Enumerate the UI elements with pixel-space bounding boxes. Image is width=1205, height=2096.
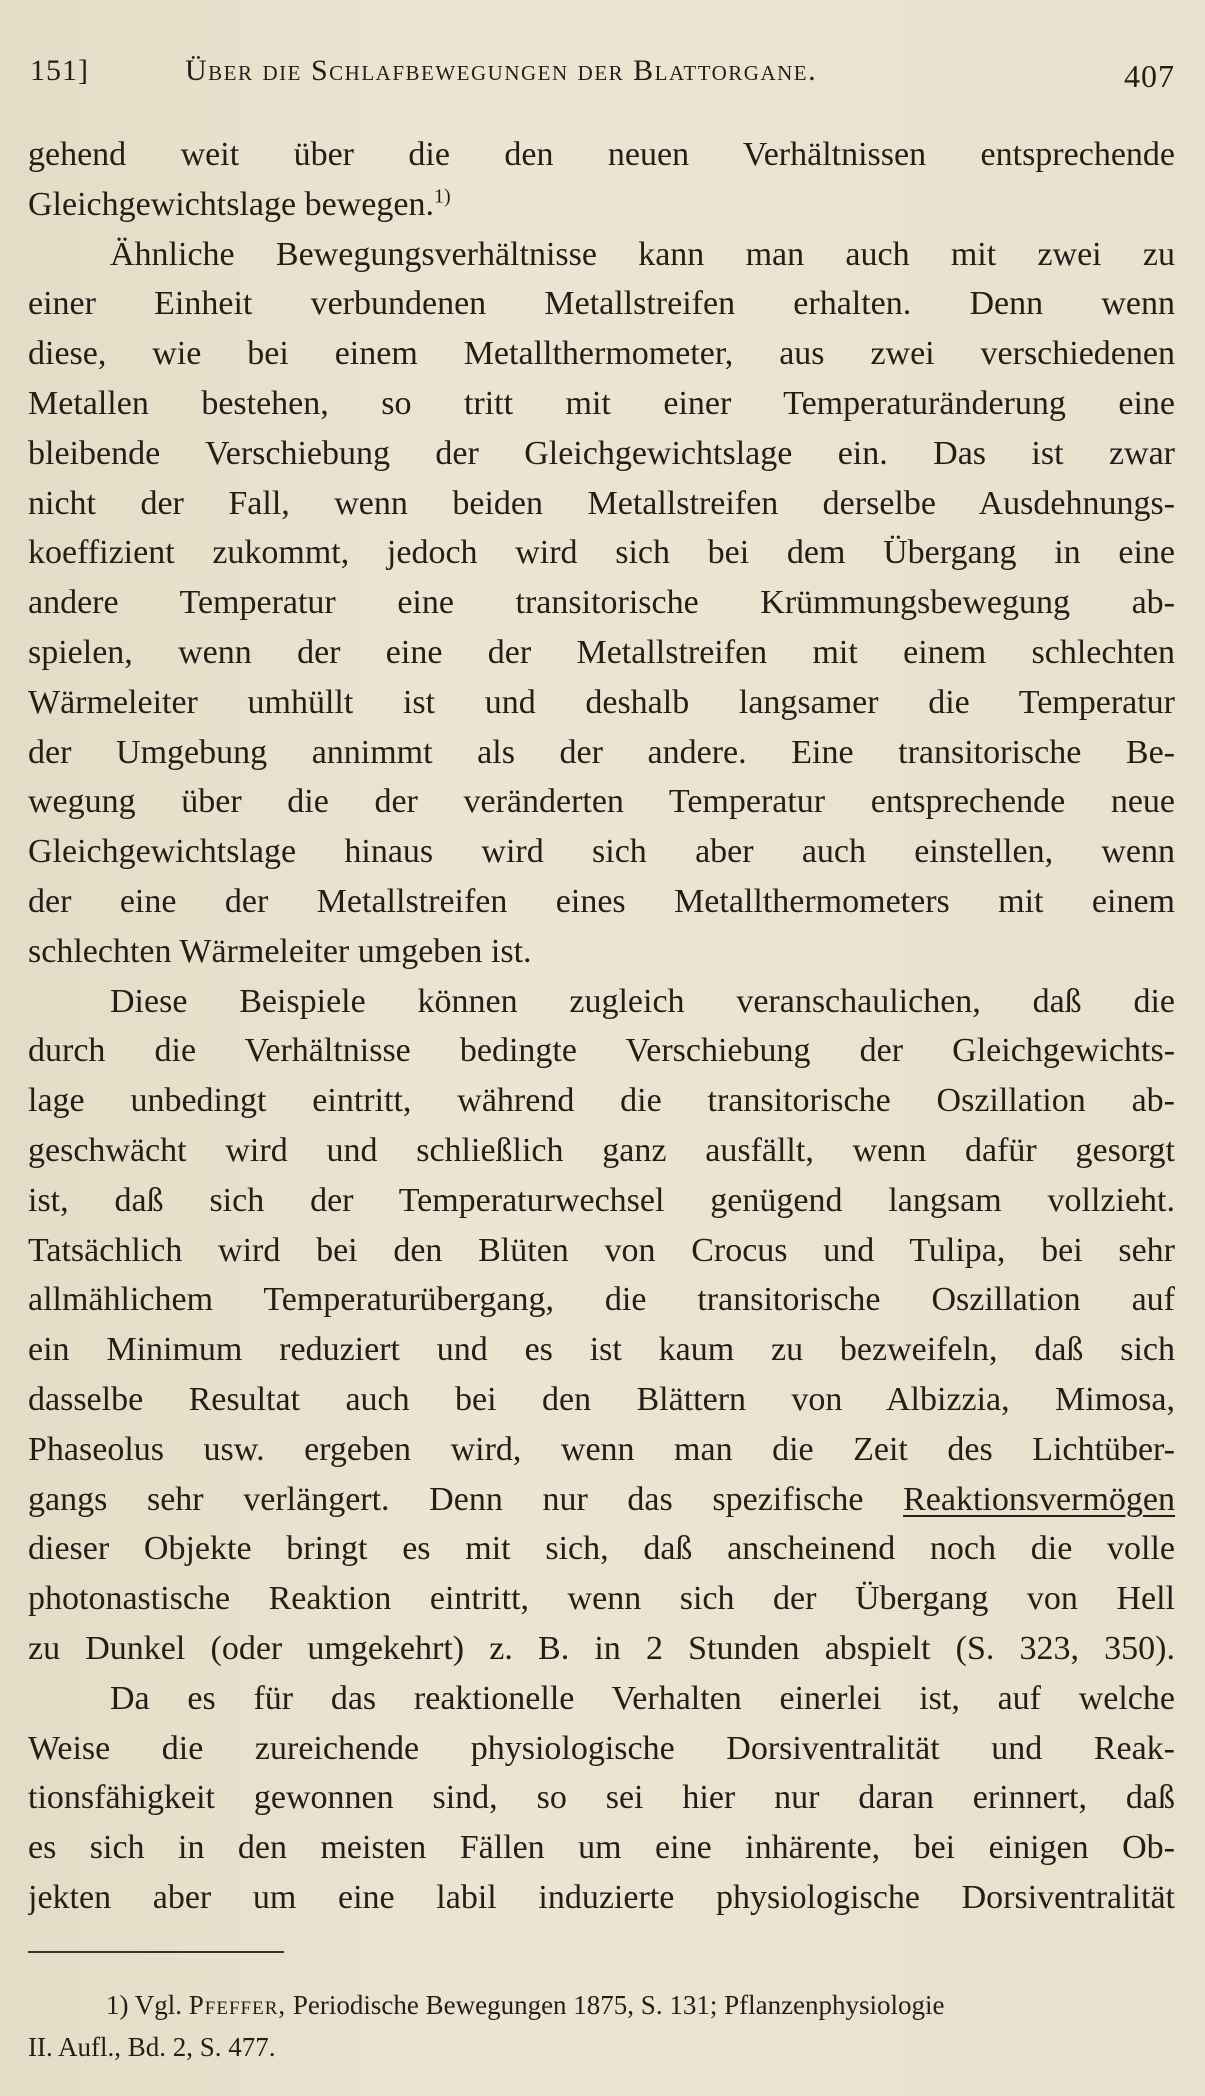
text-line: ist, daß sich der Temperaturwechsel genügend langsam vollzieht. [28,1181,1175,1219]
text-line: dieser Objekte bringt es mit sich, daß anscheinend noch die volle [28,1530,1175,1568]
text-line: diese, wie bei einem Metallthermometer, aus zwei verschiedenen [28,335,1175,373]
text-line: zu Dunkel (oder umgekehrt) z. B. in 2 Stunden abspielt (S. 323, 350). [28,1629,1175,1667]
text-line: der Umgebung annimmt als der andere. Eine transitorische Be- [28,733,1175,771]
section-number: 151] [30,54,89,87]
running-header [30,54,1175,98]
footnote-author: Pfeffer, [188,1990,287,2020]
footnote-line: 1) Vgl. Pfeffer, Periodische Bewegungen 1875, S. 131; Pflanzenphysiologie [106,1990,945,2020]
text-line: Weise die zureichende physiologische Dorsiventralität und Reak- [28,1729,1175,1767]
text-line: tionsfähigkeit gewonnen sind, so sei hier nur daran erinnert, daß [28,1779,1175,1817]
text-line: gangs sehr verlängert. Denn nur das spezifische Reaktionsvermögen [28,1480,1175,1518]
text-line: Metallen bestehen, so tritt mit einer Temperaturänderung eine [28,384,1175,422]
text-line: Tatsächlich wird bei den Blüten von Crocus und Tulipa, bei sehr [28,1231,1175,1269]
footnote-number: 1) [106,1990,129,2020]
text-line: bleibende Verschiebung der Gleichgewichtslage ein. Das ist zwar [28,434,1175,472]
text-line: spielen, wenn der eine der Metallstreifen mit einem schlechten [28,633,1175,671]
text-line: Phaseolus usw. ergeben wird, wenn man die Zeit des Lichtüber- [28,1430,1175,1468]
page-number: 407 [1124,58,1175,94]
text-line: einer Einheit verbundenen Metallstreifen erhalten. Denn wenn [28,285,1175,323]
text-line: photonastische Reaktion eintritt, wenn sich der Übergang von Hell [28,1580,1175,1618]
text-line: andere Temperatur eine transitorische Krümmungsbewegung ab- [28,584,1175,622]
text-line: wegung über die der veränderten Temperatur entsprechende neue [28,783,1175,821]
footnote [28,1984,1175,2068]
text-line: durch die Verhältnisse bedingte Verschiebung der Gleichgewichts- [28,1032,1175,1070]
text-line: nicht der Fall, wenn beiden Metallstreifen derselbe Ausdehnungs- [28,484,1175,522]
text-line: ein Minimum reduziert und es ist kaum zu bezweifeln, daß sich [28,1331,1175,1369]
text-line: geschwächt wird und schließlich ganz ausfällt, wenn dafür gesorgt [28,1131,1175,1169]
text-line: allmählichem Temperaturübergang, die transitorische Oszillation auf [28,1281,1175,1319]
text-line: dasselbe Resultat auch bei den Blättern von Albizzia, Mimosa, [28,1380,1175,1418]
text-line: es sich in den meisten Fällen um eine inhärente, bei einigen Ob- [28,1829,1175,1867]
text-line: gehend weit über die den neuen Verhältnissen entsprechende [28,136,1175,173]
text-line: lage unbedingt eintritt, während die transitorische Oszillation ab- [28,1082,1175,1120]
footnote-divider [28,1951,284,1953]
body-text [28,130,1175,1923]
text-line: jekten aber um eine labil induzierte physiologische Dorsiventralität [28,1878,1175,1916]
text-line: Wärmeleiter umhüllt ist und deshalb langsamer die Temperatur [28,683,1175,721]
text-line: Gleichgewichtslage bewegen.$^{1)}$ [28,185,451,223]
running-title: Über die Schlafbewegungen der Blattorgane. [185,54,818,87]
text-line: der eine der Metallstreifen eines Metallthermometers mit einem [28,882,1175,920]
footnote-marker: 1) [433,185,451,208]
text-line: schlechten Wärmeleiter umgeben ist. [28,932,532,970]
text-line: Da es für das reaktionelle Verhalten einerlei ist, auf welche [110,1679,1175,1717]
text-line: koeffizient zukommt, jedoch wird sich bei dem Übergang in eine [28,534,1175,572]
text-line: Diese Beispiele können zugleich veranschaulichen, daß die [110,982,1175,1020]
footnote-line: II. Aufl., Bd. 2, S. 477. [28,2032,276,2062]
text-line: Gleichgewichtslage hinaus wird sich aber auch einstellen, wenn [28,833,1175,871]
underlined-word: Reaktionsvermögen [903,1480,1175,1518]
text-line: Ähnliche Bewegungsverhältnisse kann man auch mit zwei zu [110,235,1175,273]
